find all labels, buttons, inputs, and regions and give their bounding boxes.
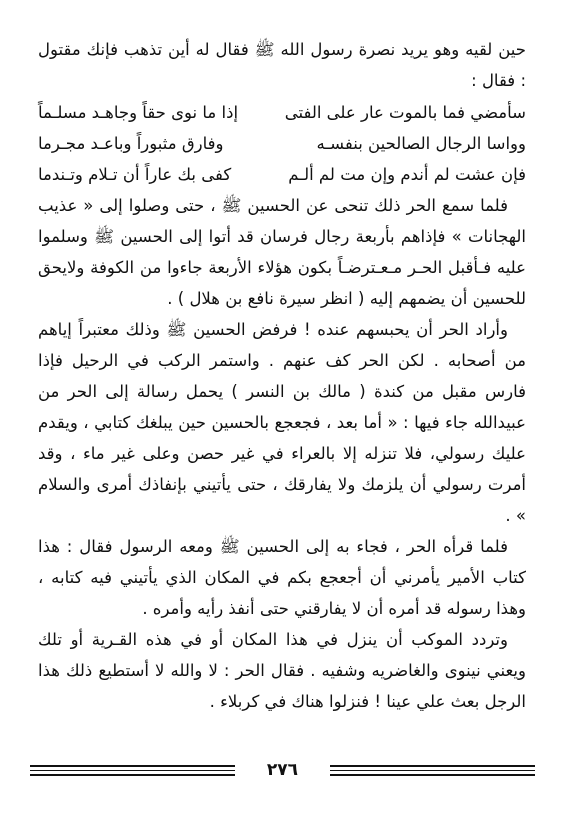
- divider: [330, 770, 535, 771]
- intro-paragraph: حين لقيه وهو يريد نصرة رسول الله ﷺ فقال له أين تذهب فإنك مقتول : فقال :: [38, 40, 526, 90]
- body-paragraph: وتردد الموكب أن ينزل في هذا المكان أو في هذه القـرية أو تلك ويعني نينوى والغاضريه وشفيه . فقال الحر : لا والله لا أستطيع ذلك هذا الرجل بعث علي عينا ! فنزلوا هناك في كربلاء .: [38, 630, 526, 711]
- verse-first-hemistich: وواسا الرجال الصالحين بنفسـه: [316, 134, 526, 153]
- verse-first-hemistich: سأمضي فما بالموت عار على الفتى: [284, 103, 526, 122]
- divider: [30, 774, 235, 776]
- divider: [30, 770, 235, 771]
- verse-second-hemistich: إذا ما نوى حقاً وجاهـد مسلـماً: [38, 103, 239, 122]
- divider: [30, 765, 235, 767]
- footer-rule-left: [30, 765, 235, 779]
- verse-second-hemistich: وفارق مثبوراً وباعـد مجـرما: [38, 134, 224, 153]
- verse-line: [38, 128, 526, 159]
- footer-rule-right: [330, 765, 535, 779]
- divider: [330, 765, 535, 767]
- page-number: ٢٧٦: [266, 760, 299, 780]
- verse-second-hemistich: كفى بك عاراً أن تـلام وتـندما: [38, 165, 232, 184]
- page-footer: [30, 760, 535, 795]
- page-body: [38, 34, 526, 717]
- verse-first-hemistich: فإن عشت لم أندم وإن مت لم ألـم: [288, 165, 526, 184]
- body-paragraph: فلما سمع الحر ذلك تنحى عن الحسين ﷺ ، حتى وصلوا إلى « عذيب الهجانات » فإذاهم بأربعة رجال فرسان قد أتوا إلى الحسين ﷺ وسلموا عليه فـأقبل الحـر مـعـترضـاً بكون هؤلاء الأربعة جاءوا من الكوفة ولايحق للحسين أن يضمهم إليه ( انظر سيرة نافع بن هلال ) .: [38, 196, 526, 308]
- verse-line: [38, 97, 526, 128]
- verse-line: [38, 159, 526, 190]
- body-paragraph: فلما قرأه الحر ، فجاء به إلى الحسين ﷺ ومعه الرسول فقال : هذا كتاب الأمير يأمرني أن أجعجع بكم في المكان الذي يأتيني فيه كتابه ، وهذا رسوله قد أمره أن لا يفارقني حتى أنفذ رأيه وأمره .: [38, 537, 526, 618]
- body-paragraph: وأراد الحر أن يحبسهم عنده ! فرفض الحسين ﷺ وذلك معتبراً إياهم من أصحابه . لكن الحر كف عنهم . واستمر الركب في الرحيل فإذا فارس مقبل من كندة ( مالك بن النسر ) يحمل رسالة إلى الحر من عبيدالله جاء فيها : « أما بعد ، فجعجع بالحسين حين يبلغك كتابي ، ويقدم عليك رسولي، فلا تنزله إلا بالعراء في غير حصن وعلى غير ماء ، وقد أمرت رسولي أن يلزمك ولا يفارقك ، حتى يأتيني بإنفاذك أمرى والسلام » .: [38, 320, 526, 525]
- poem-verses: [38, 97, 526, 190]
- divider: [330, 774, 535, 776]
